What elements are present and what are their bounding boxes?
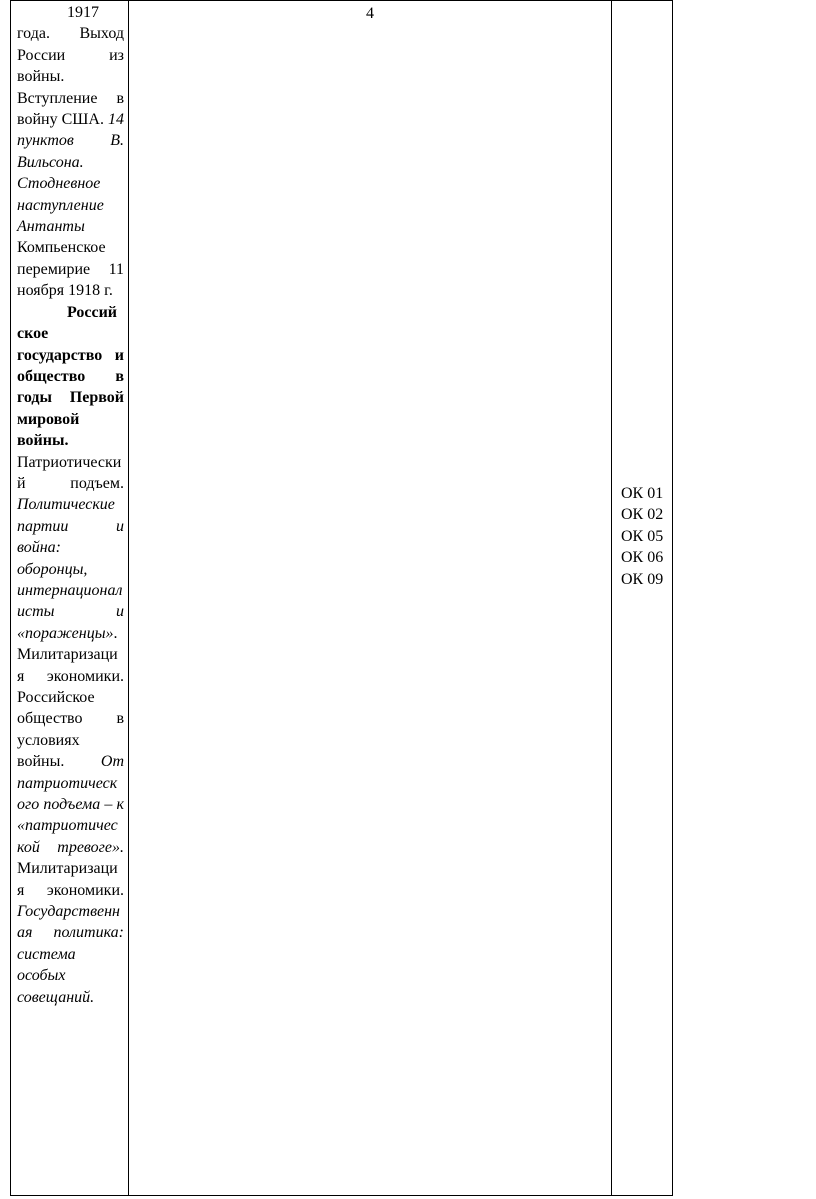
text-italic: Политические партии и война: оборонцы, интернационалисты и «пораженцы»: [17, 496, 124, 642]
hours-cell: [129, 1, 612, 1196]
competency-code: ОК 09: [621, 570, 664, 588]
text-normal: 1917 года. Выход России из войны. Вступление в войну США.: [17, 4, 124, 129]
hours-value: 4: [366, 5, 374, 22]
competency-code: ОК 06: [621, 549, 664, 567]
text-normal: . Милитаризация экономики. Российское общество в условиях войны.: [17, 624, 124, 771]
paragraph-2: [17, 302, 124, 1008]
text-italic: От патриотического подъема – к «патриотической тревоге».: [17, 753, 124, 856]
competencies-cell: [612, 1, 673, 1196]
section-heading: Российское государство и общество в годы Первой мировой войны.: [17, 303, 124, 450]
text-normal: Компьенское перемирие 11 ноября 1918 г.: [17, 239, 124, 300]
topic-text: [11, 1, 128, 1008]
competency-code: ОК 01: [621, 485, 664, 502]
text-italic: Государственная политика: система особых совещаний.: [17, 903, 124, 1006]
document-table: [10, 0, 673, 1196]
text-italic: 14 пунктов В. Вильсона. Стодневное наступление Антанты: [17, 111, 124, 236]
table-row: [11, 1, 673, 1196]
text-normal: Милитаризация экономики.: [17, 860, 124, 899]
competency-list: [612, 1, 672, 590]
topic-cell: [11, 1, 129, 1196]
competency-code: ОК 05: [621, 527, 664, 545]
competency-code: ОК 02: [621, 506, 664, 524]
paragraph-1: [17, 2, 124, 302]
text-normal: Патриотический подъем.: [17, 453, 124, 492]
